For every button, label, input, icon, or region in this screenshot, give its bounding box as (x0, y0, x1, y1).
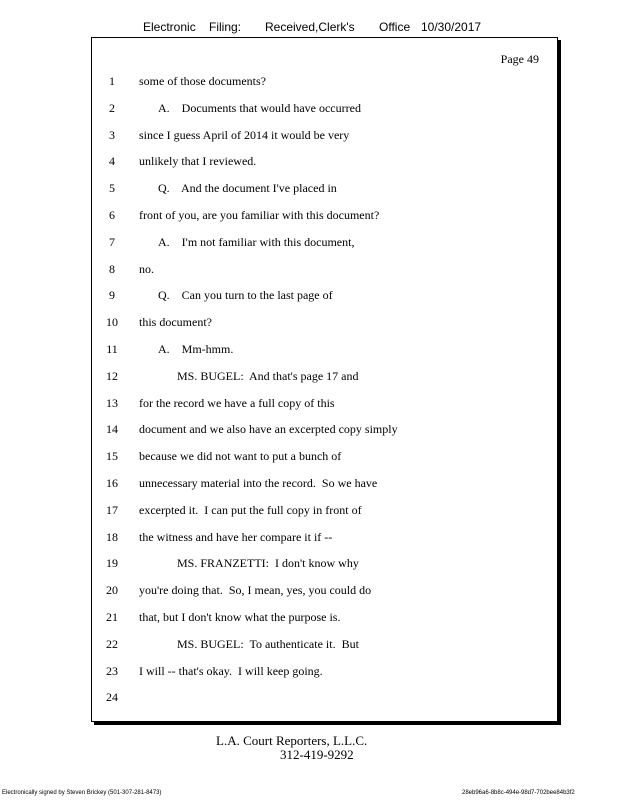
transcript-line (92, 503, 557, 519)
transcript-page (91, 37, 558, 722)
line-number: 22 (106, 636, 118, 651)
line-number: 11 (106, 342, 118, 356)
transcript-line (92, 154, 557, 170)
line-text: front of you, are you familiar with this document? (139, 208, 380, 222)
line-text: unlikely that I reviewed. (139, 154, 257, 169)
line-text: MS. FRANZETTI: I don't know why (177, 556, 359, 571)
line-text: Q. And the document I've placed in (158, 181, 337, 196)
line-number: 1 (109, 74, 115, 88)
line-text: you're doing that. So, I mean, yes, you could do (139, 583, 372, 598)
filing-header (143, 20, 481, 34)
line-number: 24 (106, 690, 118, 705)
footer-company: L.A. Court Reporters, L.L.C. (216, 733, 368, 748)
line-text: this document? (139, 315, 212, 330)
page-number: Page 49 (500, 52, 539, 66)
line-text: the witness and have her compare it if -- (139, 529, 333, 544)
header-date: 10/30/2017 (421, 20, 482, 34)
line-text: MS. BUGEL: And that's page 17 and (177, 368, 359, 383)
transcript-line (92, 664, 557, 680)
line-number: 19 (106, 556, 118, 571)
line-number: 5 (109, 181, 115, 196)
line-text: some of those documents? (139, 74, 266, 88)
transcript-line (92, 690, 557, 706)
line-number: 6 (109, 208, 115, 222)
line-text: A. Mm-hmm. (158, 342, 234, 356)
line-text: since I guess April of 2014 it would be very (139, 127, 350, 142)
line-number: 15 (106, 449, 118, 464)
transcript-line (92, 181, 557, 197)
transcript-line (92, 342, 557, 358)
transcript-line (92, 288, 557, 304)
transcript-line (92, 583, 557, 599)
footer-phone: 312-419-9292 (280, 747, 354, 762)
signature-left: Electronically signed by Steven Brickey (501-307-281-8473) (2, 790, 162, 796)
transcript-line (92, 449, 557, 465)
line-text: I will -- that's okay. I will keep going. (139, 663, 323, 678)
line-text: because we did not want to put a bunch of (139, 449, 342, 464)
transcript-line (92, 101, 557, 117)
line-number: 21 (106, 610, 118, 624)
transcript-line (92, 637, 557, 653)
line-number: 8 (109, 261, 115, 276)
line-text: that, but I don't know what the purpose is. (139, 610, 341, 624)
signature-right: 28eb96a6-8b8c-494e-98d7-702bee84b3f2 (462, 790, 575, 796)
line-text: Q. Can you turn to the last page of (158, 288, 333, 303)
header-office: Office (379, 20, 411, 34)
header-filing: Filing: (209, 20, 242, 34)
transcript-line (92, 262, 557, 278)
transcript-line (92, 610, 557, 626)
line-text: MS. BUGEL: To authenticate it. But (177, 636, 359, 651)
line-number: 2 (109, 100, 115, 115)
line-number: 10 (106, 315, 118, 330)
line-text: for the record we have a full copy of this (139, 395, 335, 410)
line-number: 3 (109, 127, 115, 142)
transcript-line (92, 208, 557, 224)
transcript-line (92, 128, 557, 144)
line-number: 12 (106, 368, 118, 383)
line-text: A. Documents that would have occurred (158, 100, 361, 115)
line-number: 4 (109, 154, 115, 169)
line-text: unnecessary material into the record. So we have (139, 476, 378, 490)
line-text: excerpted it. I can put the full copy in front of (139, 502, 362, 517)
transcript-line (92, 396, 557, 412)
line-number: 17 (106, 502, 118, 517)
line-number: 23 (106, 663, 118, 678)
line-number: 7 (109, 234, 115, 249)
line-number: 14 (106, 422, 118, 437)
line-text: document and we also have an excerpted copy simply (139, 422, 398, 437)
transcript-line (92, 556, 557, 572)
header-electronic: Electronic (143, 20, 196, 34)
line-number: 20 (106, 583, 118, 598)
line-text: A. I'm not familiar with this document, (158, 234, 355, 249)
header-received: Received,Clerk's (265, 20, 355, 34)
transcript-line (92, 476, 557, 492)
transcript-line (92, 530, 557, 546)
transcript-line (92, 235, 557, 251)
line-number: 16 (106, 476, 118, 490)
line-text: no. (139, 261, 154, 276)
transcript-line (92, 369, 557, 385)
transcript-line (92, 315, 557, 331)
line-number: 9 (109, 288, 115, 303)
line-number: 13 (106, 395, 118, 410)
line-number: 18 (106, 529, 118, 544)
transcript-line (92, 74, 557, 90)
transcript-line (92, 422, 557, 438)
